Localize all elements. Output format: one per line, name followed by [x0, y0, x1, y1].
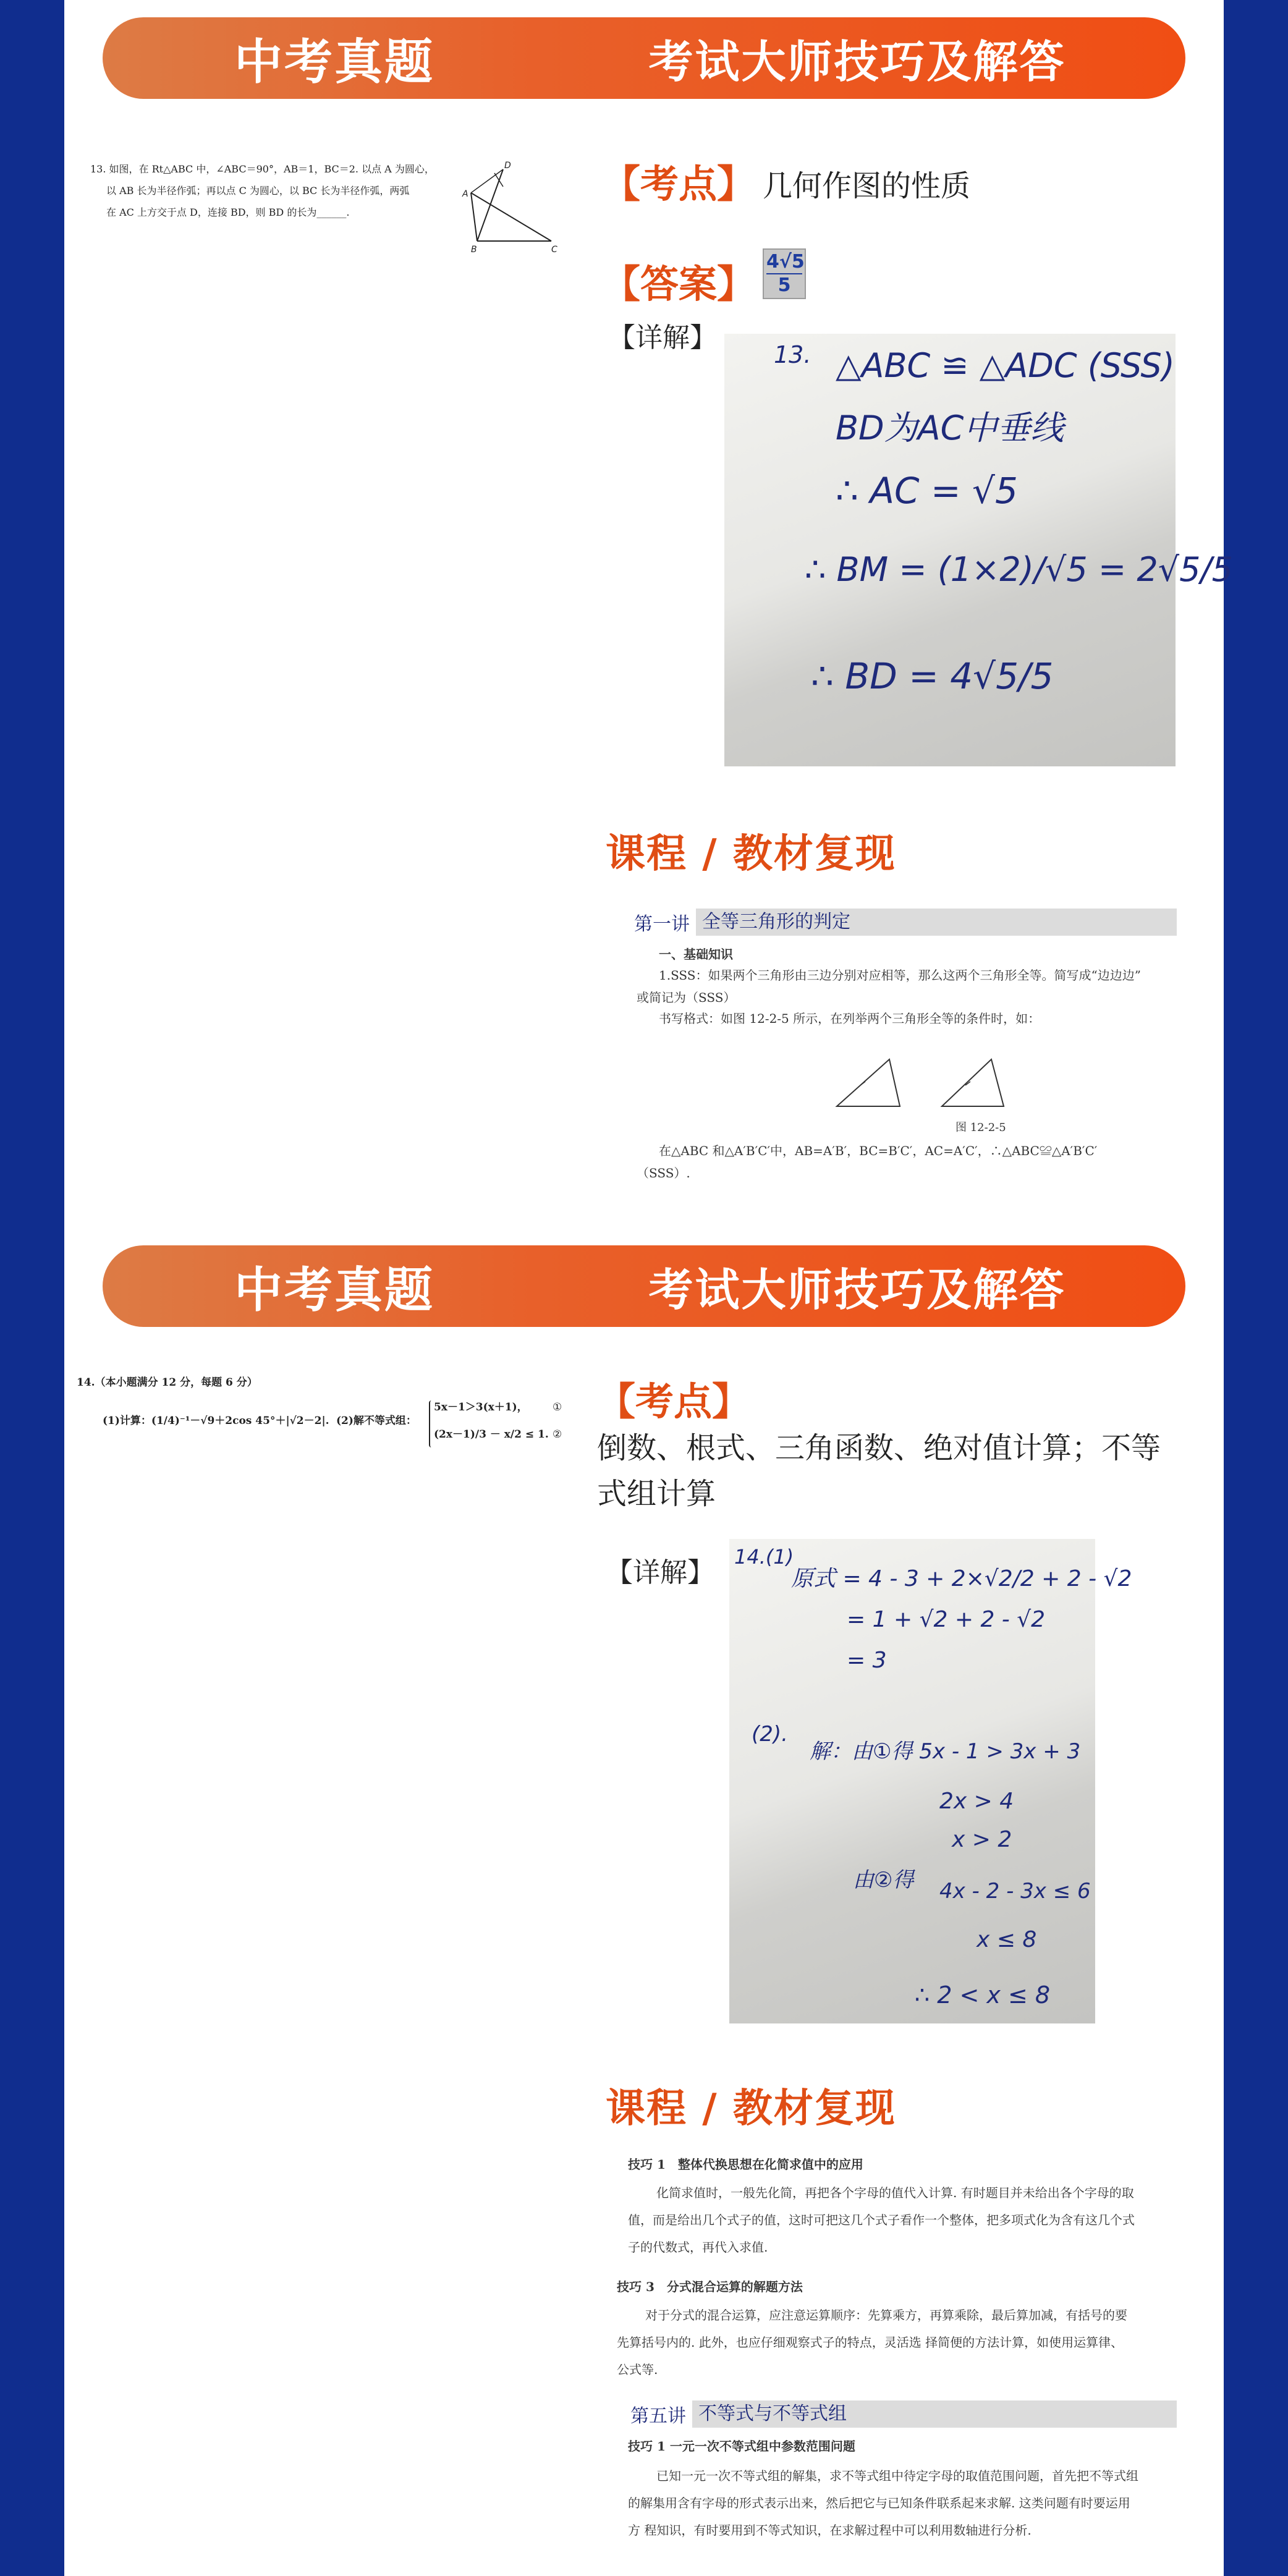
fig-label-d: D	[504, 161, 511, 171]
inequality-1: 5x－1＞3(x＋1)，	[434, 1401, 528, 1413]
lecture-prefix: 第一讲	[634, 913, 690, 935]
answer-denominator: 5	[766, 273, 802, 297]
answer-numerator: 4√5	[766, 251, 805, 273]
banner-left-title: 中考真题	[234, 1263, 434, 1318]
hw-line: ∴ 2 < x ≤ 8	[915, 1981, 1051, 2009]
hw-line: = 1 + √2 + 2 - √2	[847, 1607, 1046, 1632]
hw-line: 13.	[774, 341, 811, 368]
tip-title: 技巧 1 整体代换思想在化简求值中的应用	[628, 2157, 863, 2172]
tip-paragraph: 已知一元一次不等式组的解集，求不等式组中待定字母的取值范围问题，首先把不等式组	[656, 2468, 1138, 2483]
hw-line: (2).	[752, 1722, 788, 1747]
card-question-13	[64, 0, 1234, 1211]
kaodian-label: 【考点】	[597, 1379, 751, 1424]
textbook-paragraph: 1.SSS：如果两个三角形由三边分别对应相等，那么这两个三角形全等。简写成“边边边”	[659, 968, 1141, 983]
lecture-prefix: 第五讲	[630, 2405, 686, 2427]
course-title: 课程 / 教材复现	[606, 831, 896, 877]
fig-label-a: A	[462, 189, 468, 199]
hw-line: 2x > 4	[939, 1789, 1014, 1814]
hw-line: ∴ BD = 4√5/5	[811, 655, 1054, 697]
textbook-paragraph: 在△ABC 和△A′B′C′中，AB=A′B′，BC=B′C′，AC=A′C′，∴△ABC≌△A′B′C′	[659, 1143, 1098, 1158]
tip-paragraph: 公式等.	[617, 2362, 658, 2377]
hw-line: ∴ AC = √5	[836, 470, 1018, 512]
question-14-part2: (2)解不等式组：	[336, 1415, 417, 1427]
kaodian-label: 【考点】	[602, 161, 756, 206]
tip-title: 技巧 1 一元一次不等式组中参数范围问题	[628, 2439, 855, 2454]
hw-line: x ≤ 8	[977, 1927, 1037, 1952]
hw-line: 原式 = 4 - 3 + 2×√2/2 + 2 - √2	[791, 1566, 1132, 1591]
xiangjie-label: 【详解】	[608, 322, 717, 354]
lecture-title	[630, 2400, 853, 2428]
question-line: 在 AC 上方交于点 D，连接 BD，则 BD 的长为______.	[106, 206, 350, 218]
hw-line: 14.(1)	[734, 1545, 794, 1569]
fig-label-b: B	[471, 245, 477, 255]
brace	[429, 1400, 431, 1447]
handwritten-solution-photo	[729, 1539, 1132, 2023]
tip-paragraph: 先算括号内的. 此外，也应仔细观察式子的特点，灵活选 择简便的方法计算，如使用运算律、	[617, 2335, 1124, 2350]
triangle-figure	[452, 156, 564, 255]
lecture-name: 全等三角形的判定	[696, 909, 857, 936]
kaodian-text: 几何作图的性质	[763, 169, 971, 203]
handwritten-solution-photo	[724, 334, 1234, 766]
hw-line: 4x - 2 - 3x ≤ 6	[939, 1879, 1091, 1904]
banner-right-title: 考试大师技巧及解答	[648, 36, 1066, 88]
textbook-paragraph: 或简记为（SSS）	[637, 990, 736, 1005]
tip-paragraph: 值，而是给出几个式子的值，这时可把这几个式子看作一个整体，把多项式化为含有这几个式	[628, 2213, 1135, 2227]
question-line: 13. 如图，在 Rt△ABC 中，∠ABC＝90°，AB＝1，BC＝2. 以点 A 为圆心，	[90, 163, 434, 175]
header-banner	[103, 17, 1185, 99]
lecture-name: 不等式与不等式组	[692, 2400, 853, 2428]
lecture-title	[634, 909, 857, 936]
banner-left-title: 中考真题	[234, 35, 434, 90]
textbook-heading: 一、基础知识	[659, 947, 733, 962]
hw-line: 由②得	[853, 1868, 914, 1892]
tip-paragraph: 方 程知识，有时要用到不等式知识，在求解过程中可以利用数轴进行分析.	[628, 2523, 1032, 2538]
circle-mark-1: ①	[553, 1401, 562, 1413]
hw-line: = 3	[847, 1648, 887, 1673]
answer-box	[763, 248, 806, 299]
hw-line: x > 2	[952, 1827, 1012, 1852]
hw-line: ∴ BM = (1×2)/√5 = 2√5/5	[805, 550, 1234, 589]
card-question-14	[64, 1211, 1224, 2576]
tip-paragraph: 对于分式的混合运算，应注意运算顺序：先算乘方，再算乘除，最后算加减，有括号的要	[645, 2308, 1127, 2323]
question-14-head: 14.（本小题满分 12 分，每题 6 分）	[77, 1376, 258, 1389]
xiangjie-label: 【详解】	[606, 1557, 714, 1588]
tip-paragraph: 子的代数式，再代入求值.	[628, 2240, 768, 2255]
banner-right-title: 考试大师技巧及解答	[648, 1264, 1066, 1316]
header-banner	[103, 1245, 1185, 1327]
inequality-2: (2x－1)/3 － x/2 ≤ 1.	[434, 1428, 549, 1441]
question-14-part1: (1)计算：(1/4)⁻¹－√9＋2cos 45°＋|√2－2|.	[103, 1415, 329, 1427]
congruent-triangles-figure	[831, 1051, 1035, 1112]
course-title: 课程 / 教材复现	[606, 2086, 896, 2132]
kaodian-text-line2: 式组计算	[597, 1477, 716, 1511]
figure-caption: 图 12-2-5	[955, 1121, 1006, 1134]
kaodian-text-line1: 倒数、根式、三角函数、绝对值计算；不等	[597, 1431, 1161, 1465]
hw-line: BD为AC中垂线	[836, 409, 1064, 447]
daan-label: 【答案】	[602, 261, 756, 307]
textbook-paragraph: （SSS）.	[637, 1166, 690, 1180]
hw-line: 解：由①得 5x - 1 > 3x + 3	[810, 1739, 1081, 1764]
circle-mark-2: ②	[553, 1428, 562, 1441]
tip-paragraph: 的解集用含有字母的形式表示出来，然后把它与已知条件联系起来求解. 这类问题有时要运用	[628, 2496, 1130, 2510]
hw-line: △ABC ≌ △ADC (SSS)	[836, 346, 1175, 385]
tip-paragraph: 化简求值时，一般先化简，再把各个字母的值代入计算. 有时题目并未给出各个字母的取	[656, 2185, 1134, 2200]
question-line: 以 AB 长为半径作弧；再以点 C 为圆心，以 BC 长为半径作弧，两弧	[106, 185, 410, 197]
fig-label-c: C	[551, 245, 557, 255]
textbook-paragraph: 书写格式：如图 12-2-5 所示，在列举两个三角形全等的条件时，如：	[659, 1011, 1041, 1026]
tip-title: 技巧 3 分式混合运算的解题方法	[617, 2279, 803, 2294]
question-13-text	[90, 158, 498, 223]
